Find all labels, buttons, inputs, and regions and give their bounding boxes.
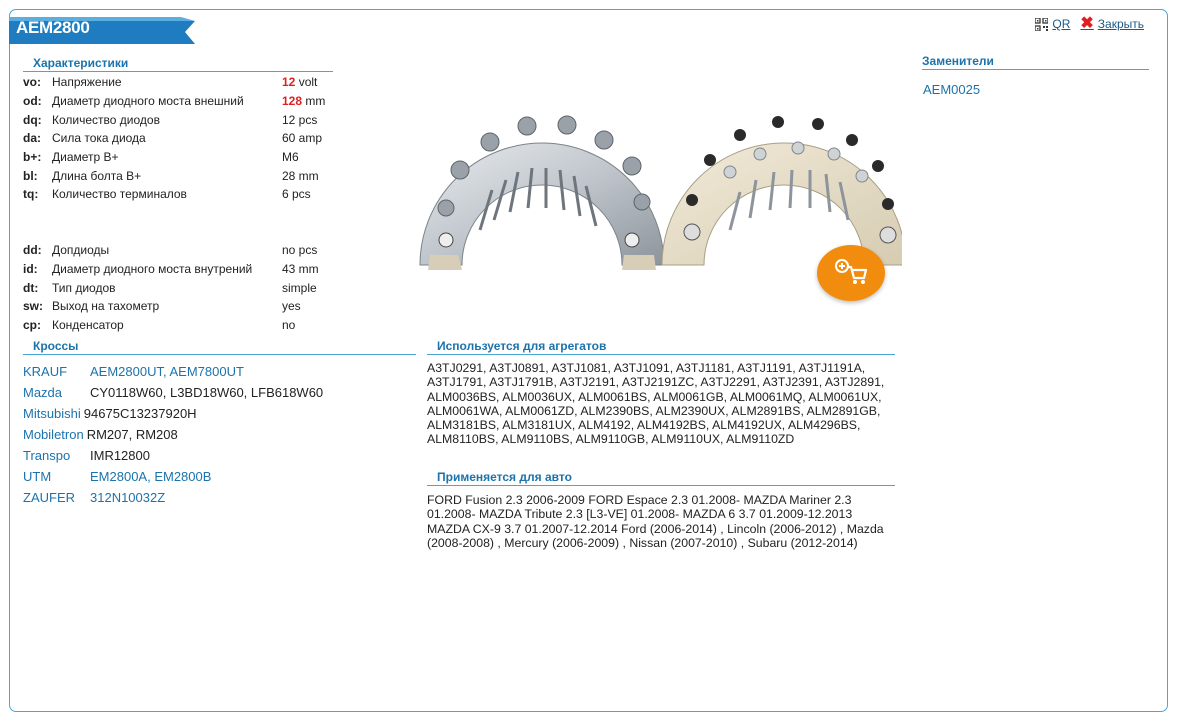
spec-code: vo: [23, 75, 41, 90]
spec-label: Диаметр диодного моста внешний [52, 94, 244, 109]
cross-row [23, 382, 323, 403]
spec-label: Тип диодов [52, 280, 116, 295]
cross-brand-link[interactable]: UTM [23, 469, 52, 484]
spec-code: od: [23, 94, 42, 109]
spec-value-unit: volt [295, 75, 318, 90]
spec-value: yes [282, 299, 301, 314]
spec-row [23, 148, 342, 167]
spec-label: Количество диодов [52, 112, 160, 127]
spec-label: Допдиоды [52, 243, 110, 258]
spec-code: dd: [23, 243, 42, 258]
cross-brand-link[interactable]: KRAUF [23, 364, 68, 379]
replacement-link[interactable]: AEM0025 [923, 82, 981, 97]
spec-value: simple [282, 280, 317, 295]
spec-label: Выход на тахометр [52, 299, 160, 314]
diode-plate-plastic [662, 116, 902, 265]
spec-value [282, 110, 342, 129]
spec-code: cp: [23, 318, 41, 333]
cross-numbers[interactable]: AEM2800UT, AEM7800UT [90, 364, 244, 379]
aggregates-text: A3TJ0291, A3TJ0891, A3TJ1081, A3TJ1091, A3TJ1181, A3TJ1191, A3TJ1191A, A3TJ1791, A3TJ1791B, A3TJ2191, A3TJ2191ZC, A3TJ2291, A3TJ2391, A3TJ2891, ALM0036BS, ALM0036UX, ALM0061BS, ALM0061GB, ALM0061MQ, ALM0061UX, ALM0061WA, ALM0061ZD, ALM2390BS, ALM2390UX, ALM2891BS, ALM2891GB, ALM3181BS, ALM3181UX, ALM4192, ALM4192BS, ALM4192UX, ALM4296BS, ALM8110BS, ALM9110BS, ALM9110GB, ALM9110UX, ALM9110ZD [427, 361, 885, 447]
cross-brand-link[interactable]: Mobiletron [23, 427, 84, 442]
spec-label: Количество терминалов [52, 187, 187, 202]
spec-label: Длина болта B+ [52, 168, 142, 183]
cross-row [23, 424, 323, 445]
spec-code: dq: [23, 112, 42, 127]
spec-value-unit: 28 mm [282, 168, 319, 183]
replacements-heading: Заменители [922, 54, 1149, 70]
spec-value-unit: 60 amp [282, 131, 323, 146]
spec-code: id: [23, 262, 38, 277]
spec-value [282, 129, 342, 148]
cross-row [23, 403, 323, 424]
crosses-heading: Кроссы [23, 339, 416, 355]
spec-value-number: 12 [282, 75, 296, 90]
spec-code: da: [23, 131, 41, 146]
cross-numbers: IMR12800 [90, 448, 150, 463]
spec-value [282, 148, 342, 167]
spec-code: dt: [23, 280, 39, 295]
spec-value [282, 185, 342, 204]
spec-row [23, 166, 342, 185]
spec-code: b+: [23, 150, 42, 165]
specs-table-main [23, 73, 342, 204]
cross-numbers: RM207, RM208 [86, 427, 178, 442]
spec-value: 43 mm [282, 262, 319, 277]
top-links [1035, 17, 1144, 31]
spec-row [23, 73, 342, 92]
cross-numbers: 94675C13237920H [83, 406, 197, 421]
crosses-list [23, 361, 323, 508]
product-title: AEM2800 [16, 18, 90, 37]
spec-value-unit: 6 pcs [282, 187, 311, 202]
spec-code: tq: [23, 187, 39, 202]
spec-value-unit: M6 [282, 150, 299, 165]
add-to-cart-icon [835, 259, 867, 288]
cross-row [23, 361, 323, 382]
autos-text: FORD Fusion 2.3 2006-2009 FORD Espace 2.3 01.2008- MAZDA Mariner 2.3 01.2008- MAZDA Tribute 2.3 [L3-VE] 01.2008- MAZDA 6 3.7 01.2009-12.2013 MAZDA CX-9 3.7 01.2007-12.2014 Ford (2006-2014) , Lincoln (2006-2012) , Mazda (2008-2008) , Mercury (2006-2009) , Nissan (2007-2010) , Subaru (2012-2014) [427, 493, 884, 550]
close-link-label: Закрыть [1097, 17, 1144, 31]
spec-label: Сила тока диода [52, 131, 146, 146]
spec-value [282, 92, 342, 111]
cross-row [23, 487, 323, 508]
spec-value-unit: 12 pcs [282, 112, 318, 127]
cross-numbers[interactable]: 312N10032Z [90, 490, 166, 505]
spec-value-number: 128 [282, 94, 303, 109]
cross-numbers[interactable]: EM2800A, EM2800B [90, 469, 212, 484]
specs-heading: Характеристики [23, 56, 333, 72]
cross-row [23, 445, 323, 466]
spec-row [23, 297, 342, 316]
spec-row [23, 92, 342, 111]
cross-brand-link[interactable]: ZAUFER [23, 490, 75, 505]
cross-numbers: CY0118W60, L3BD18W60, LFB618W60 [90, 385, 324, 400]
spec-label: Диаметр диодного моста внутрений [52, 262, 253, 277]
close-icon: ✖ [1080, 15, 1094, 32]
cross-brand-link[interactable]: Mazda [23, 385, 63, 400]
spec-row [23, 110, 342, 129]
cross-row [23, 466, 323, 487]
spec-value [282, 166, 342, 185]
qr-link[interactable] [1035, 17, 1070, 31]
spec-row [23, 316, 342, 335]
spec-row [23, 241, 342, 260]
spec-label: Диаметр B+ [52, 150, 119, 165]
spec-row [23, 260, 342, 279]
cross-brand-link[interactable]: Mitsubishi [23, 406, 81, 421]
spec-label: Напряжение [52, 75, 122, 90]
spec-row [23, 278, 342, 297]
spec-value: no pcs [282, 243, 318, 258]
add-to-cart-button[interactable] [817, 245, 885, 301]
spec-value [282, 73, 342, 92]
aggregates-heading: Используется для агрегатов [427, 339, 895, 355]
spec-code: bl: [23, 168, 38, 183]
spec-row [23, 129, 342, 148]
qr-link-label: QR [1052, 17, 1071, 31]
qr-code-icon [1035, 18, 1048, 31]
close-link[interactable] [1080, 17, 1144, 31]
spec-value-unit: mm [302, 94, 326, 109]
spec-row [23, 185, 342, 204]
spec-code: sw: [23, 299, 44, 314]
specs-table-extra [23, 241, 342, 334]
spec-label: Конденсатор [52, 318, 124, 333]
diode-plate-metal [420, 116, 664, 270]
cross-brand-link[interactable]: Transpo [23, 448, 71, 463]
autos-heading: Применяется для авто [427, 470, 895, 486]
spec-value: no [282, 318, 296, 333]
